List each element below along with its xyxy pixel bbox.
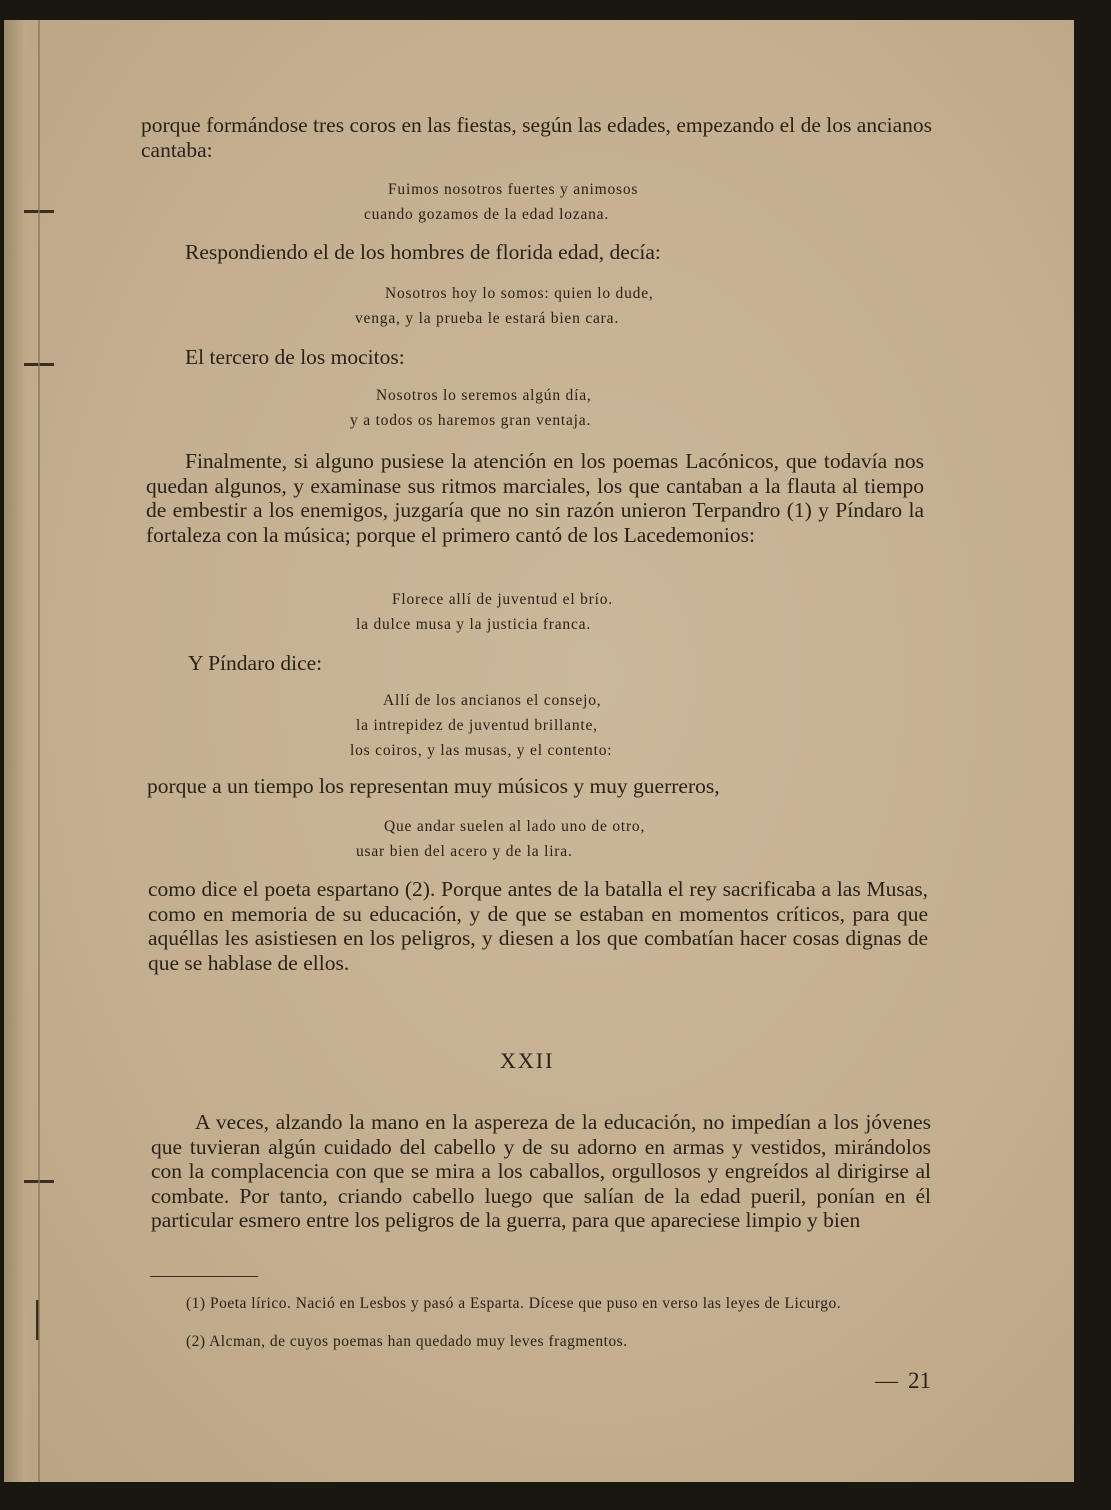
paragraph-2: Respondiendo el de los hombres de florida edad, decía: xyxy=(185,240,661,264)
footnote-1: (1) Poeta lírico. Nació en Lesbos y pasó a Esparta. Dícese que puso en verso las leyes de Licurgo. xyxy=(186,1295,842,1312)
paragraph-1: porque formándose tres coros en las fiestas, según las edades, empezando el de los ancianos cantaba: xyxy=(141,113,932,162)
verse-line: y a todos os haremos gran ventaja. xyxy=(350,412,592,429)
chapter-heading: XXII xyxy=(500,1048,555,1073)
binding-mark xyxy=(24,1180,54,1183)
paragraph-3: El tercero de los mocitos: xyxy=(185,345,405,369)
verse-2 xyxy=(355,281,654,331)
verse-line: usar bien del acero y de la lira. xyxy=(356,843,573,860)
page-number xyxy=(875,1368,941,1394)
paragraph-5: Y Píndaro dice: xyxy=(188,651,323,675)
page-number-value: 21 xyxy=(908,1368,931,1393)
binding-mark xyxy=(24,363,54,366)
page-number-dash: — xyxy=(875,1368,898,1393)
verse-6 xyxy=(356,814,646,864)
verse-line: la intrepidez de juventud brillante, xyxy=(356,717,598,734)
verse-line: la dulce musa y la justicia franca. xyxy=(356,616,592,633)
verse-line: Nosotros hoy lo somos: quien lo dude, xyxy=(385,285,654,302)
verse-line: Fuimos nosotros fuertes y animosos xyxy=(388,181,639,198)
verse-line: venga, y la prueba le estará bien cara. xyxy=(355,310,620,327)
verse-line: Allí de los ancianos el consejo, xyxy=(383,692,602,709)
footnote-2: (2) Alcman, de cuyos poemas han quedado muy leves fragmentos. xyxy=(186,1333,628,1350)
verse-line: Nosotros lo seremos algún día, xyxy=(376,387,592,404)
paragraph-6: porque a un tiempo los representan muy músicos y muy guerreros, xyxy=(147,774,720,798)
paragraph-7: como dice el poeta espartano (2). Porque antes de la batalla el rey sacrificaba a las Musas, como en memoria de su educación, y de que se estaban en momentos críticos, para que aquéllas les asistiesen en los peligros, y diesen a los que combatían hacer cosas dignas de que se hablase de ellos. xyxy=(148,877,928,975)
verse-line: cuando gozamos de la edad lozana. xyxy=(364,206,610,223)
verse-line: Florece allí de juventud el brío. xyxy=(392,591,613,608)
verse-3 xyxy=(350,383,592,433)
footnote-rule xyxy=(150,1276,258,1277)
paragraph-8: A veces, alzando la mano en la aspereza de la educación, no impedían a los jóvenes que tuvieran algún cuidado del cabello y de su adorno en armas y vestidos, mirándolos con la complacencia con que se mira a los caballos, orgullosos y engreídos al dirigirse al combate. Por tanto, criando cabello luego que salían de la edad pueril, ponían en él particular esmero entre los peligros de la guerra, para que apareciese limpio y bien xyxy=(151,1110,931,1233)
binding-tick xyxy=(36,1300,39,1340)
paragraph-4: Finalmente, si alguno pusiese la atención en los poemas Lacónicos, que todavía nos quedan algunos, y examinase sus ritmos marciales, los que cantaban a la flauta al tiempo de embestir a los enemigos, juzgaría que no sin razón unieron Terpandro (1) y Píndaro la fortaleza con la música; porque el primero cantó de los Lacedemonios: xyxy=(146,449,924,547)
verse-line: Que andar suelen al lado uno de otro, xyxy=(384,818,646,835)
binding-mark xyxy=(24,210,54,213)
verse-1 xyxy=(364,177,639,227)
verse-line: los coiros, y las musas, y el contento: xyxy=(350,742,613,759)
verse-4 xyxy=(356,587,613,637)
verse-5 xyxy=(350,688,613,763)
